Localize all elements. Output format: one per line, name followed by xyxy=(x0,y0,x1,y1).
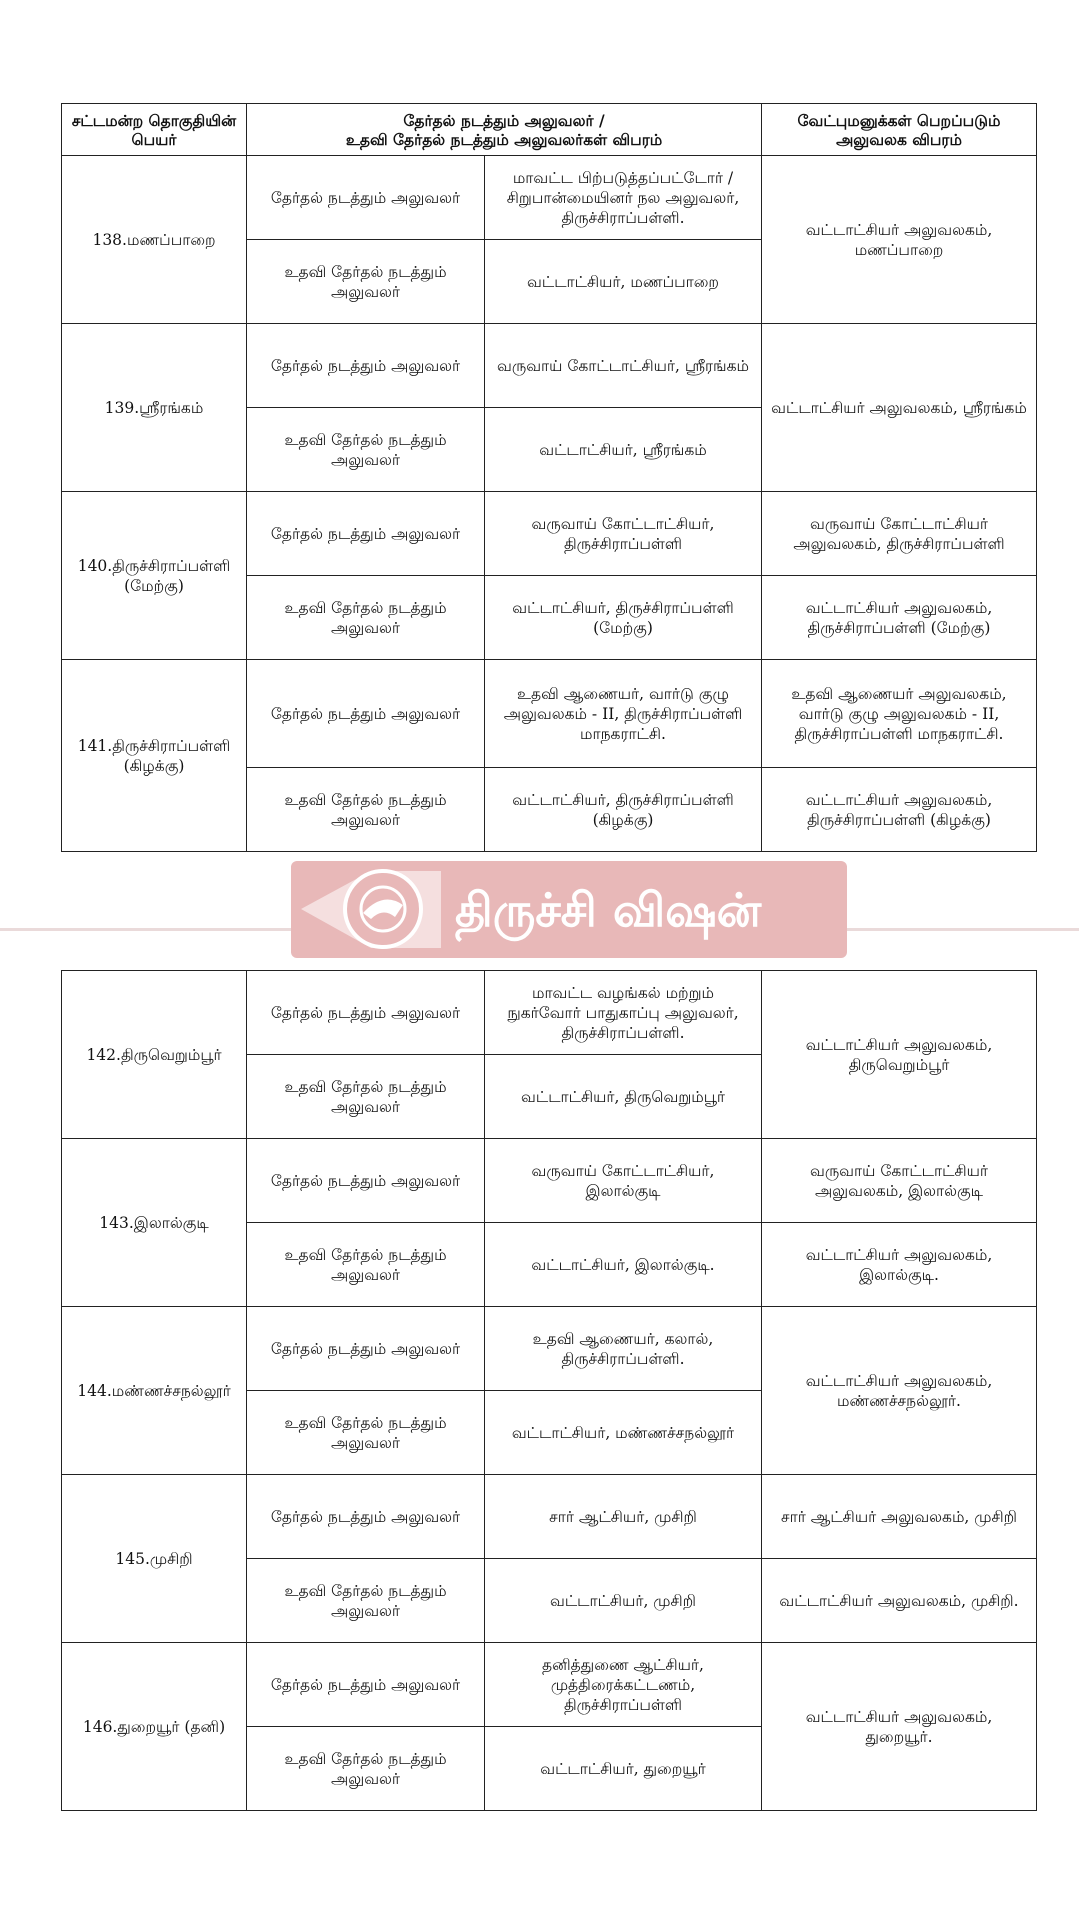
role-aro: உதவி தேர்தல் நடத்தும் அலுவலர் xyxy=(247,408,485,492)
role-ro: தேர்தல் நடத்தும் அலுவலர் xyxy=(247,1475,485,1559)
ro-officer-cell: வருவாய் கோட்டாட்சியர், திருச்சிராப்பள்ளி xyxy=(485,492,762,576)
trichy-vision-eye-logo-icon xyxy=(291,861,441,958)
role-aro: உதவி தேர்தல் நடத்தும் அலுவலர் xyxy=(247,1727,485,1811)
role-aro: உதவி தேர்தல் நடத்தும் அலுவலர் xyxy=(247,1391,485,1475)
table-row xyxy=(62,971,1037,1055)
header-officer-line-2: உதவி தேர்தல் நடத்தும் அலுவலர்கள் விபரம் xyxy=(345,129,663,149)
aro-nomination-office-cell: வட்டாட்சியர் அலுவலகம், இலால்குடி. xyxy=(762,1223,1037,1307)
nomination-office-cell: வட்டாட்சியர் அலுவலகம், துறையூர். xyxy=(762,1643,1037,1811)
aro-nomination-office-cell: வட்டாட்சியர் அலுவலகம், திருச்சிராப்பள்ளி (கிழக்கு) xyxy=(762,768,1037,852)
constituency-cell: 140.திருச்சிராப்பள்ளி (மேற்கு) xyxy=(62,492,247,660)
table-row xyxy=(62,660,1037,768)
role-ro: தேர்தல் நடத்தும் அலுவலர் xyxy=(247,324,485,408)
role-aro: உதவி தேர்தல் நடத்தும் அலுவலர் xyxy=(247,576,485,660)
aro-officer-cell: வட்டாட்சியர், திருச்சிராப்பள்ளி (கிழக்கு) xyxy=(485,768,762,852)
ro-officer-cell: மாவட்ட பிற்படுத்தப்பட்டோர் / சிறுபான்மையினர் நல அலுவலர், திருச்சிராப்பள்ளி. xyxy=(485,156,762,240)
header-nomination-office: வேட்புமனுக்கள் பெறப்படும் அலுவலக விபரம் xyxy=(762,104,1037,156)
constituency-cell: 141.திருச்சிராப்பள்ளி (கிழக்கு) xyxy=(62,660,247,852)
aro-officer-cell: வட்டாட்சியர், ஸ்ரீரங்கம் xyxy=(485,408,762,492)
constituency-cell: 142.திருவெறும்பூர் xyxy=(62,971,247,1139)
constituency-cell: 143.இலால்குடி xyxy=(62,1139,247,1307)
role-ro: தேர்தல் நடத்தும் அலுவலர் xyxy=(247,660,485,768)
constituency-cell: 146.துறையூர் (தனி) xyxy=(62,1643,247,1811)
role-aro: உதவி தேர்தல் நடத்தும் அலுவலர் xyxy=(247,1055,485,1139)
aro-officer-cell: வட்டாட்சியர், மணப்பாறை xyxy=(485,240,762,324)
aro-officer-cell: வட்டாட்சியர், திருச்சிராப்பள்ளி (மேற்கு) xyxy=(485,576,762,660)
aro-officer-cell: வட்டாட்சியர், துறையூர் xyxy=(485,1727,762,1811)
role-aro: உதவி தேர்தல் நடத்தும் அலுவலர் xyxy=(247,1559,485,1643)
header-constituency: சட்டமன்ற தொகுதியின் பெயர் xyxy=(62,104,247,156)
table-row xyxy=(62,156,1037,240)
role-ro: தேர்தல் நடத்தும் அலுவலர் xyxy=(247,492,485,576)
constituency-cell: 138.மணப்பாறை xyxy=(62,156,247,324)
aro-nomination-office-cell: வட்டாட்சியர் அலுவலகம், முசிறி. xyxy=(762,1559,1037,1643)
officers-table-part-2 xyxy=(61,970,1037,1811)
table-row xyxy=(62,492,1037,576)
table-row xyxy=(62,1139,1037,1223)
header-officer-line-1: தேர்தல் நடத்தும் அலுவலர் / xyxy=(403,110,605,130)
nomination-office-cell: வட்டாட்சியர் அலுவலகம், மண்ணச்சநல்லூர். xyxy=(762,1307,1037,1475)
nomination-office-cell: வட்டாட்சியர் அலுவலகம், திருவெறும்பூர் xyxy=(762,971,1037,1139)
constituency-cell: 145.முசிறி xyxy=(62,1475,247,1643)
watermark-text: திருச்சி விஷன் xyxy=(455,883,762,937)
ro-officer-cell: வருவாய் கோட்டாட்சியர், இலால்குடி xyxy=(485,1139,762,1223)
ro-nomination-office-cell: சார் ஆட்சியர் அலுவலகம், முசிறி xyxy=(762,1475,1037,1559)
ro-officer-cell: தனித்துணை ஆட்சியர், முத்திரைக்கட்டணம், திருச்சிராப்பள்ளி xyxy=(485,1643,762,1727)
ro-officer-cell: உதவி ஆணையர், கலால், திருச்சிராப்பள்ளி. xyxy=(485,1307,762,1391)
aro-officer-cell: வட்டாட்சியர், மண்ணச்சநல்லூர் xyxy=(485,1391,762,1475)
role-ro: தேர்தல் நடத்தும் அலுவலர் xyxy=(247,156,485,240)
aro-officer-cell: வட்டாட்சியர், இலால்குடி. xyxy=(485,1223,762,1307)
role-aro: உதவி தேர்தல் நடத்தும் அலுவலர் xyxy=(247,1223,485,1307)
table-row xyxy=(62,1643,1037,1727)
role-ro: தேர்தல் நடத்தும் அலுவலர் xyxy=(247,1307,485,1391)
nomination-office-cell: வட்டாட்சியர் அலுவலகம், மணப்பாறை xyxy=(762,156,1037,324)
header-officer xyxy=(247,104,762,156)
ro-officer-cell: வருவாய் கோட்டாட்சியர், ஸ்ரீரங்கம் xyxy=(485,324,762,408)
ro-nomination-office-cell: உதவி ஆணையர் அலுவலகம், வார்டு குழு அலுவலகம் - II, திருச்சிராப்பள்ளி மாநகராட்சி. xyxy=(762,660,1037,768)
role-aro: உதவி தேர்தல் நடத்தும் அலுவலர் xyxy=(247,768,485,852)
table-header-row xyxy=(62,104,1037,156)
ro-nomination-office-cell: வருவாய் கோட்டாட்சியர் அலுவலகம், இலால்குடி xyxy=(762,1139,1037,1223)
constituency-cell: 139.ஸ்ரீரங்கம் xyxy=(62,324,247,492)
aro-officer-cell: வட்டாட்சியர், முசிறி xyxy=(485,1559,762,1643)
ro-officer-cell: சார் ஆட்சியர், முசிறி xyxy=(485,1475,762,1559)
role-aro: உதவி தேர்தல் நடத்தும் அலுவலர் xyxy=(247,240,485,324)
role-ro: தேர்தல் நடத்தும் அலுவலர் xyxy=(247,1139,485,1223)
aro-nomination-office-cell: வட்டாட்சியர் அலுவலகம், திருச்சிராப்பள்ளி (மேற்கு) xyxy=(762,576,1037,660)
role-ro: தேர்தல் நடத்தும் அலுவலர் xyxy=(247,1643,485,1727)
officers-table-part-1 xyxy=(61,103,1037,852)
ro-nomination-office-cell: வருவாய் கோட்டாட்சியர் அலுவலகம், திருச்சிராப்பள்ளி xyxy=(762,492,1037,576)
table-row xyxy=(62,1475,1037,1559)
constituency-cell: 144.மண்ணச்சநல்லூர் xyxy=(62,1307,247,1475)
table-row xyxy=(62,1307,1037,1391)
ro-officer-cell: உதவி ஆணையர், வார்டு குழு அலுவலகம் - II, திருச்சிராப்பள்ளி மாநகராட்சி. xyxy=(485,660,762,768)
table-row xyxy=(62,324,1037,408)
aro-officer-cell: வட்டாட்சியர், திருவெறும்பூர் xyxy=(485,1055,762,1139)
ro-officer-cell: மாவட்ட வழங்கல் மற்றும் நுகர்வோர் பாதுகாப்பு அலுவலர், திருச்சிராப்பள்ளி. xyxy=(485,971,762,1055)
nomination-office-cell: வட்டாட்சியர் அலுவலகம், ஸ்ரீரங்கம் xyxy=(762,324,1037,492)
role-ro: தேர்தல் நடத்தும் அலுவலர் xyxy=(247,971,485,1055)
